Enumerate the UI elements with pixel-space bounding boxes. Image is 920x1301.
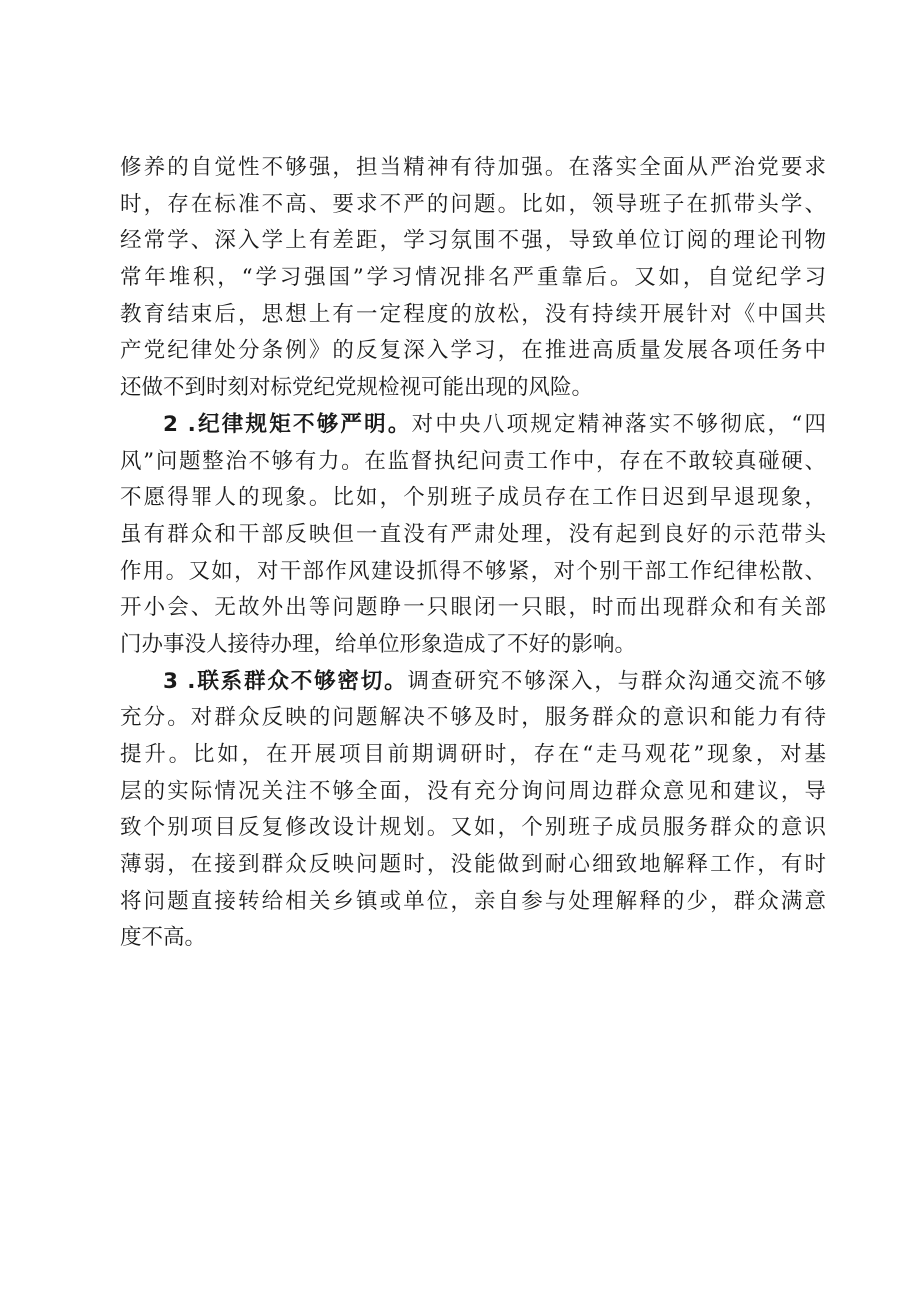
text-line: 产党纪律处分条例》的反复深入学习，在推进高质量发展各项任务中 xyxy=(120,338,826,364)
text-line: 不愿得罪人的现象。比如，个别班子成员存在工作日迟到早退现象， xyxy=(120,485,826,511)
text-line: 作用。又如，对干部作风建设抓得不够紧，对个别干部工作纪律松散、 xyxy=(120,558,826,584)
paragraph-2 xyxy=(120,407,826,664)
paragraph-1 xyxy=(120,150,826,407)
text-line: 虽有群众和干部反映但一直没有严肃处理，没有起到良好的示范带头 xyxy=(120,521,826,547)
section-heading: 3 .联系群众不够密切。 xyxy=(163,668,408,694)
text-line: 风”问题整治不够有力。在监督执纪问责工作中，存在不敢较真碰硬、 xyxy=(120,448,826,474)
text-line: 开小会、无故外出等问题睁一只眼闭一只眼，时而出现群众和有关部 xyxy=(120,595,826,621)
heading-line-text: 对中央八项规定精神落实不够彻底，“四 xyxy=(411,411,826,437)
section-heading: 2 .纪律规矩不够严明。 xyxy=(163,411,412,437)
text-line: 修养的自觉性不够强，担当精神有待加强。在落实全面从严治党要求 xyxy=(120,155,826,180)
text-line: 还做不到时刻对标党纪党规检视可能出现的风险。 xyxy=(120,375,594,401)
text-line: 致个别项目反复修改设计规划。又如，个别班子成员服务群众的意识 xyxy=(120,815,826,841)
text-line: 将问题直接转给相关乡镇或单位，亲自参与处理解释的少，群众满意 xyxy=(120,888,826,914)
text-line: 常年堆积，“学习强国”学习情况排名严重靠后。又如，自觉纪学习 xyxy=(120,265,826,291)
text-line: 经常学、深入学上有差距，学习氛围不强，导致单位订阅的理论刊物 xyxy=(120,228,826,254)
body-text xyxy=(120,150,826,957)
text-line xyxy=(120,664,826,701)
text-line: 充分。对群众反映的问题解决不够及时，服务群众的意识和能力有待 xyxy=(120,705,826,731)
text-line: 层的实际情况关注不够全面，没有充分询问周边群众意见和建议，导 xyxy=(120,778,826,804)
text-line: 教育结束后，思想上有一定程度的放松，没有持续开展针对《中国共 xyxy=(120,301,826,327)
text-line: 时，存在标准不高、要求不严的问题。比如，领导班子在抓带头学、 xyxy=(120,191,826,217)
text-line: 门办事没人接待办理，给单位形象造成了不好的影响。 xyxy=(120,631,637,657)
text-line xyxy=(120,407,826,444)
text-line: 度不高。 xyxy=(120,925,207,951)
text-line: 薄弱，在接到群众反映问题时，没能做到耐心细致地解释工作，有时 xyxy=(120,852,826,878)
paragraph-3 xyxy=(120,664,826,958)
heading-line-text: 调查研究不够深入，与群众沟通交流不够 xyxy=(407,668,826,694)
text-line: 提升。比如，在开展项目前期调研时，存在“走马观花”现象，对基 xyxy=(120,742,826,767)
